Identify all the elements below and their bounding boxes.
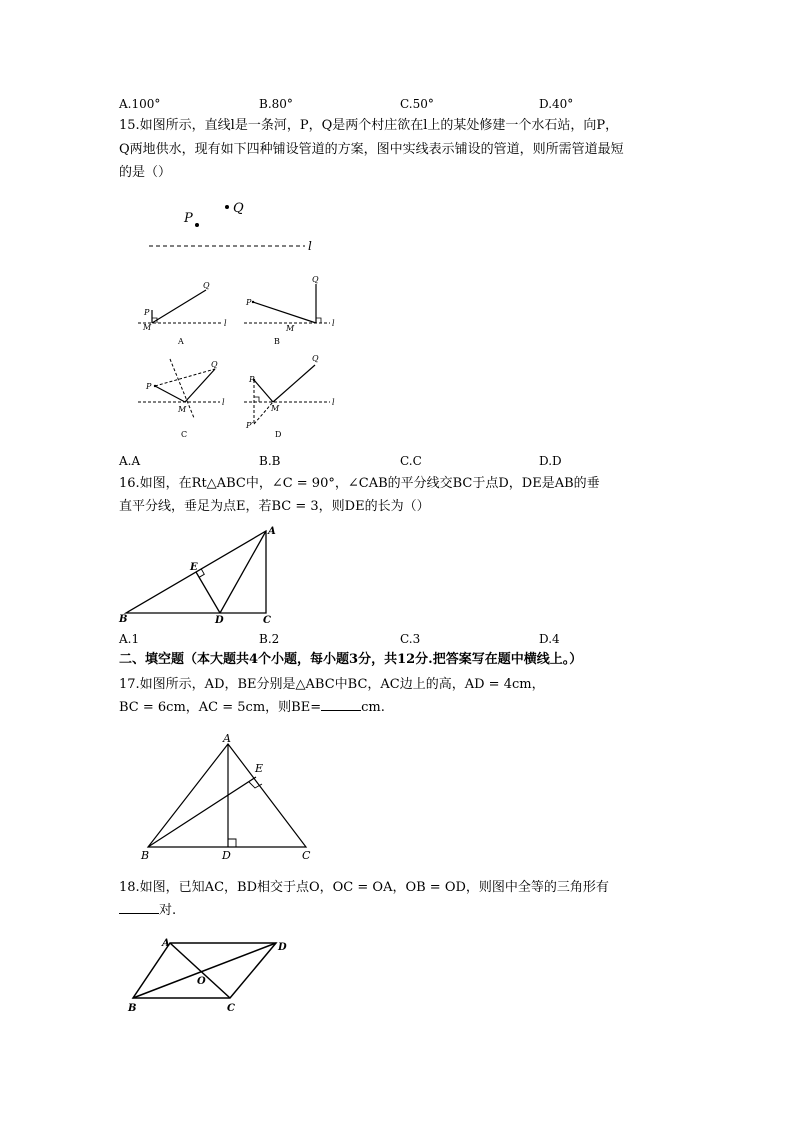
right-angle-mark [316, 318, 321, 323]
pipe-pm [155, 386, 185, 402]
q15-option-d: D.D [539, 454, 562, 468]
q16-option-d: D.4 [539, 632, 560, 646]
label-e: E [255, 762, 264, 775]
label-p: P [249, 375, 255, 384]
label-d: D [222, 849, 231, 862]
q15-stem-line2: Q两地供水，现有如下四种铺设管道的方案，图中实线表示铺设的管道，则所需管道最短 [119, 142, 624, 157]
q16-stem-line2: 直平分线，垂足为点E，若BC = 3，则DE的长为（） [119, 499, 430, 514]
label-o: O [197, 976, 206, 987]
caption-b: B [274, 337, 280, 346]
q16-option-c: C.3 [400, 632, 421, 646]
q18-answer-blank[interactable] [119, 901, 159, 914]
label-l: l [332, 398, 335, 407]
q16-figure [115, 522, 285, 628]
label-q: Q [203, 281, 210, 290]
q17-unit: cm. [361, 700, 385, 715]
q14-option-a: A.100° [119, 97, 161, 111]
label-d: D [278, 942, 287, 953]
q16-option-a: A.1 [119, 632, 140, 646]
label-c: C [227, 1003, 235, 1014]
point-q-dot [225, 205, 229, 209]
label-m: M [286, 324, 295, 333]
altitude-be [148, 777, 256, 847]
label-q: Q [312, 275, 319, 284]
pipe-mq [273, 365, 315, 402]
caption-d: D [275, 430, 282, 439]
point-p-dot [252, 301, 254, 303]
label-q: Q [211, 360, 218, 369]
pipe-pm [253, 302, 316, 323]
label-b: B [141, 849, 150, 862]
q15-stem-line3: 的是（） [119, 165, 172, 180]
label-m: M [178, 405, 187, 414]
point-p-dot [154, 385, 156, 387]
q17-stem-line1: 17.如图所示，AD，BE分别是△ABC中BC，AC边上的高，AD = 4cm， [119, 677, 545, 692]
pipe-mq [185, 369, 215, 402]
q17-stem-text: BC = 6cm，AC = 5cm，则BE= [119, 700, 322, 715]
q15-main-figure [140, 195, 340, 257]
q18-stem-line1: 18.如图，已知AC，BD相交于点O，OC = OA，OB = OD，则图中全等的三角形有 [119, 880, 609, 895]
caption-a: A [178, 337, 184, 346]
q16-stem-line1: 16.如图，在Rt△ABC中，∠C = 90°，∠CAB的平分线交BC于点D，DE是AB的垂 [119, 476, 600, 491]
pipe-pm [254, 380, 273, 402]
segment-de [196, 572, 220, 613]
label-p: P [184, 211, 193, 226]
pipe-mq [152, 290, 206, 323]
q18-stem-line2 [119, 901, 176, 921]
segment-ad [220, 531, 266, 613]
label-p: P [246, 298, 252, 307]
label-d: D [215, 615, 224, 626]
q15-option-b: B.B [259, 454, 281, 468]
q14-option-b: B.80° [259, 97, 293, 111]
label-p-prime: P′ [246, 421, 254, 430]
q15-option-c: C.C [400, 454, 422, 468]
q15-figure-a [136, 272, 236, 350]
q15-figure-d [242, 350, 342, 442]
q15-figure-b [242, 272, 342, 350]
label-a: A [162, 938, 170, 949]
q14-option-c: C.50° [400, 97, 434, 111]
q17-answer-blank[interactable] [321, 698, 361, 711]
right-angle-mark [254, 397, 259, 402]
diagonal-bd [133, 943, 276, 998]
label-a: A [223, 732, 231, 745]
caption-c: C [181, 430, 188, 439]
q17-figure [138, 732, 318, 862]
label-c: C [263, 615, 271, 626]
q18-unit: 对. [159, 903, 177, 918]
q15-figure-c [136, 352, 236, 442]
label-l: l [224, 319, 227, 328]
q15-option-a: A.A [119, 454, 141, 468]
q17-stem-line2 [119, 698, 385, 718]
label-l: l [222, 398, 225, 407]
label-m: M [143, 323, 152, 332]
segment-pq-dashed [155, 369, 215, 386]
label-p: P [146, 382, 152, 391]
right-angle-mark-d [228, 839, 236, 847]
label-b: B [128, 1003, 137, 1014]
q18-figure [123, 935, 308, 1023]
q14-option-d: D.40° [539, 97, 574, 111]
diagonal-ac [170, 943, 230, 998]
section-heading-fill-in: 二、填空题（本大题共4个小题，每小题3分，共12分.把答案写在题中横线上。） [119, 652, 583, 667]
label-e: E [190, 562, 198, 573]
label-l: l [308, 239, 312, 253]
point-p-dot [195, 223, 199, 227]
label-a: A [268, 526, 276, 537]
label-l: l [332, 319, 335, 328]
label-m: M [271, 404, 280, 413]
label-q: Q [312, 354, 319, 363]
label-c: C [302, 849, 311, 862]
q15-stem-line1: 15.如图所示，直线l是一条河，P，Q是两个村庄欲在l上的某处修建一个水石站，向P， [119, 118, 619, 133]
label-p: P [144, 308, 150, 317]
q16-option-b: B.2 [259, 632, 280, 646]
label-b: B [119, 614, 128, 625]
label-q: Q [233, 201, 244, 216]
